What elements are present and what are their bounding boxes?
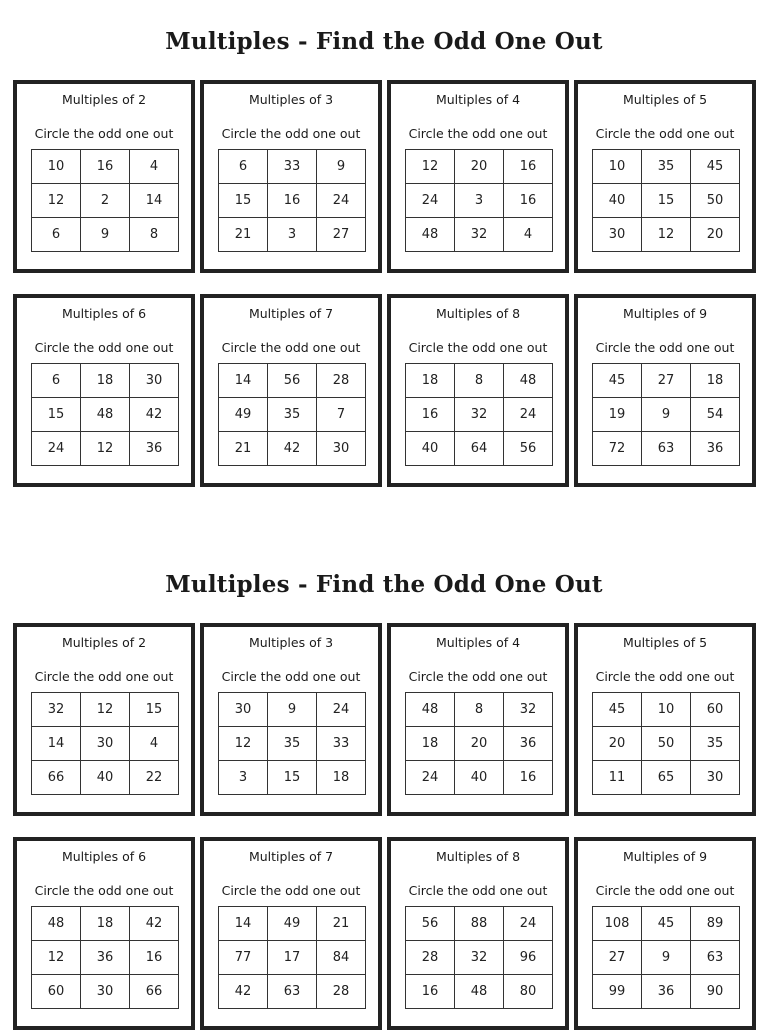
number-grid-row: [406, 184, 553, 218]
number-grid-row: [219, 693, 366, 727]
worksheet-title: Multiples - Find the Odd One Out: [165, 571, 603, 598]
number-cell[interactable]: 27: [593, 941, 642, 975]
card-instruction: Circle the odd one out: [221, 883, 361, 898]
number-cell[interactable]: 49: [268, 907, 317, 941]
number-cell[interactable]: 48: [81, 398, 130, 432]
number-cell[interactable]: 2: [81, 184, 130, 218]
number-cell[interactable]: 16: [504, 184, 553, 218]
number-cell[interactable]: 77: [219, 941, 268, 975]
number-cell[interactable]: 48: [406, 693, 455, 727]
number-cell[interactable]: 99: [593, 975, 642, 1009]
number-cell[interactable]: 15: [219, 184, 268, 218]
number-cell[interactable]: 35: [268, 398, 317, 432]
worksheet-title: Multiples - Find the Odd One Out: [165, 28, 603, 55]
number-cell[interactable]: 50: [691, 184, 740, 218]
card-title: Multiples of 3: [248, 92, 334, 107]
card-title: Multiples of 9: [622, 306, 708, 321]
number-cell[interactable]: 42: [219, 975, 268, 1009]
number-cell[interactable]: 12: [406, 150, 455, 184]
number-cell[interactable]: 63: [691, 941, 740, 975]
number-cell[interactable]: 3: [268, 218, 317, 252]
number-grid-row: [406, 398, 553, 432]
number-cell[interactable]: 16: [504, 761, 553, 795]
card-instruction: Circle the odd one out: [221, 669, 361, 684]
number-cell[interactable]: 35: [691, 727, 740, 761]
number-grid-row: [593, 941, 740, 975]
number-cell[interactable]: 9: [81, 218, 130, 252]
number-cell[interactable]: 45: [593, 364, 642, 398]
number-grid-row: [219, 975, 366, 1009]
number-cell[interactable]: 16: [268, 184, 317, 218]
number-cell[interactable]: 24: [504, 907, 553, 941]
number-cell[interactable]: 65: [642, 761, 691, 795]
number-cell[interactable]: 36: [642, 975, 691, 1009]
puzzle-card: [200, 837, 382, 1030]
number-cell[interactable]: 10: [642, 693, 691, 727]
number-cell[interactable]: 10: [32, 150, 81, 184]
card-title: Multiples of 2: [61, 635, 147, 650]
number-cell[interactable]: 18: [406, 727, 455, 761]
number-cell[interactable]: 66: [130, 975, 179, 1009]
number-cell[interactable]: 32: [504, 693, 553, 727]
number-grid-row: [406, 761, 553, 795]
number-cell[interactable]: 27: [317, 218, 366, 252]
card-instruction: Circle the odd one out: [595, 883, 735, 898]
card-title: Multiples of 3: [248, 635, 334, 650]
card-title: Multiples of 5: [622, 635, 708, 650]
number-cell[interactable]: 33: [268, 150, 317, 184]
number-grid-row: [593, 761, 740, 795]
card-title: Multiples of 6: [61, 306, 147, 321]
number-cell[interactable]: 3: [219, 761, 268, 795]
number-cell[interactable]: 72: [593, 432, 642, 466]
number-cell[interactable]: 36: [504, 727, 553, 761]
number-cell[interactable]: 21: [219, 432, 268, 466]
card-title: Multiples of 7: [248, 306, 334, 321]
card-title: Multiples of 2: [61, 92, 147, 107]
number-grid: [218, 149, 366, 252]
puzzle-card: [200, 80, 382, 273]
puzzle-card: [200, 623, 382, 816]
number-grid: [592, 363, 740, 466]
number-cell[interactable]: 12: [81, 432, 130, 466]
card-instruction: Circle the odd one out: [408, 340, 548, 355]
number-cell[interactable]: 32: [455, 941, 504, 975]
puzzle-card: [574, 623, 756, 816]
number-cell[interactable]: 16: [504, 150, 553, 184]
number-cell[interactable]: 16: [130, 941, 179, 975]
number-cell[interactable]: 32: [32, 693, 81, 727]
number-grid-row: [593, 975, 740, 1009]
number-cell[interactable]: 22: [130, 761, 179, 795]
number-cell[interactable]: 24: [504, 398, 553, 432]
number-grid: [31, 906, 179, 1009]
number-grid: [218, 692, 366, 795]
number-cell[interactable]: 32: [455, 218, 504, 252]
number-grid: [592, 149, 740, 252]
number-cell[interactable]: 18: [81, 364, 130, 398]
puzzle-card: [13, 623, 195, 816]
number-grid: [31, 363, 179, 466]
puzzle-card: [13, 294, 195, 487]
number-cell[interactable]: 33: [317, 727, 366, 761]
puzzle-card: [200, 294, 382, 487]
number-cell[interactable]: 16: [81, 150, 130, 184]
puzzle-card: [387, 80, 569, 273]
card-title: Multiples of 5: [622, 92, 708, 107]
number-cell[interactable]: 30: [317, 432, 366, 466]
card-instruction: Circle the odd one out: [34, 669, 174, 684]
number-grid-row: [593, 727, 740, 761]
number-grid-row: [219, 432, 366, 466]
number-cell[interactable]: 4: [504, 218, 553, 252]
number-cell[interactable]: 3: [455, 184, 504, 218]
number-grid-row: [32, 432, 179, 466]
number-grid-row: [219, 364, 366, 398]
number-grid-row: [219, 218, 366, 252]
card-title: Multiples of 6: [61, 849, 147, 864]
number-cell[interactable]: 40: [81, 761, 130, 795]
card-instruction: Circle the odd one out: [221, 340, 361, 355]
number-grid-row: [32, 364, 179, 398]
number-cell[interactable]: 45: [642, 907, 691, 941]
number-cell[interactable]: 56: [406, 907, 455, 941]
number-cell[interactable]: 7: [317, 398, 366, 432]
number-cell[interactable]: 54: [691, 398, 740, 432]
puzzle-card: [387, 623, 569, 816]
number-cell[interactable]: 48: [406, 218, 455, 252]
number-cell[interactable]: 35: [268, 727, 317, 761]
number-cell[interactable]: 24: [317, 184, 366, 218]
number-cell[interactable]: 48: [504, 364, 553, 398]
number-grid-row: [32, 907, 179, 941]
number-cell[interactable]: 90: [691, 975, 740, 1009]
number-cell[interactable]: 8: [455, 364, 504, 398]
number-cell[interactable]: 24: [32, 432, 81, 466]
number-cell[interactable]: 30: [593, 218, 642, 252]
number-cell[interactable]: 20: [455, 150, 504, 184]
number-grid: [405, 149, 553, 252]
puzzle-card: [387, 294, 569, 487]
number-grid-row: [593, 907, 740, 941]
number-cell[interactable]: 36: [81, 941, 130, 975]
number-grid-row: [219, 761, 366, 795]
number-grid-row: [406, 907, 553, 941]
number-cell[interactable]: 63: [268, 975, 317, 1009]
number-grid-row: [219, 184, 366, 218]
number-cell[interactable]: 36: [691, 432, 740, 466]
number-cell[interactable]: 9: [268, 693, 317, 727]
number-cell[interactable]: 42: [268, 432, 317, 466]
puzzle-card: [13, 837, 195, 1030]
number-grid-row: [406, 975, 553, 1009]
number-grid-row: [593, 184, 740, 218]
number-cell[interactable]: 27: [642, 364, 691, 398]
number-cell[interactable]: 63: [642, 432, 691, 466]
number-cell[interactable]: 16: [406, 975, 455, 1009]
number-grid: [405, 363, 553, 466]
number-grid-row: [593, 364, 740, 398]
number-cell[interactable]: 40: [593, 184, 642, 218]
card-instruction: Circle the odd one out: [408, 669, 548, 684]
number-cell[interactable]: 32: [455, 398, 504, 432]
card-instruction: Circle the odd one out: [221, 126, 361, 141]
number-grid: [592, 906, 740, 1009]
number-cell[interactable]: 42: [130, 398, 179, 432]
number-cell[interactable]: 42: [130, 907, 179, 941]
number-grid-row: [32, 761, 179, 795]
number-cell[interactable]: 14: [219, 364, 268, 398]
number-cell[interactable]: 50: [642, 727, 691, 761]
number-cell[interactable]: 40: [406, 432, 455, 466]
number-grid-row: [32, 727, 179, 761]
number-cell[interactable]: 15: [32, 398, 81, 432]
card-instruction: Circle the odd one out: [408, 126, 548, 141]
number-cell[interactable]: 18: [691, 364, 740, 398]
number-grid-row: [406, 727, 553, 761]
number-cell[interactable]: 12: [32, 184, 81, 218]
number-cell[interactable]: 56: [268, 364, 317, 398]
card-instruction: Circle the odd one out: [34, 340, 174, 355]
number-cell[interactable]: 20: [593, 727, 642, 761]
number-cell[interactable]: 56: [504, 432, 553, 466]
number-cell[interactable]: 6: [219, 150, 268, 184]
number-cell[interactable]: 84: [317, 941, 366, 975]
number-cell[interactable]: 16: [406, 398, 455, 432]
number-cell[interactable]: 48: [32, 907, 81, 941]
puzzle-card: [574, 80, 756, 273]
number-cell[interactable]: 28: [406, 941, 455, 975]
number-cell[interactable]: 20: [455, 727, 504, 761]
number-cell[interactable]: 60: [32, 975, 81, 1009]
number-cell[interactable]: 66: [32, 761, 81, 795]
card-title: Multiples of 7: [248, 849, 334, 864]
number-cell[interactable]: 9: [317, 150, 366, 184]
number-cell[interactable]: 89: [691, 907, 740, 941]
number-cell[interactable]: 40: [455, 761, 504, 795]
card-title: Multiples of 4: [435, 92, 521, 107]
number-cell[interactable]: 20: [691, 218, 740, 252]
number-grid-row: [219, 727, 366, 761]
number-cell[interactable]: 15: [130, 693, 179, 727]
card-grid: [13, 623, 756, 1030]
number-cell[interactable]: 88: [455, 907, 504, 941]
card-instruction: Circle the odd one out: [34, 883, 174, 898]
number-cell[interactable]: 30: [691, 761, 740, 795]
number-cell[interactable]: 18: [317, 761, 366, 795]
number-grid: [405, 692, 553, 795]
number-grid-row: [32, 941, 179, 975]
number-cell[interactable]: 6: [32, 218, 81, 252]
number-cell[interactable]: 21: [317, 907, 366, 941]
number-cell[interactable]: 64: [455, 432, 504, 466]
number-cell[interactable]: 4: [130, 150, 179, 184]
number-cell[interactable]: 48: [455, 975, 504, 1009]
number-cell[interactable]: 80: [504, 975, 553, 1009]
puzzle-card: [574, 294, 756, 487]
card-instruction: Circle the odd one out: [595, 126, 735, 141]
number-cell[interactable]: 35: [642, 150, 691, 184]
number-cell[interactable]: 17: [268, 941, 317, 975]
number-grid-row: [32, 398, 179, 432]
number-cell[interactable]: 11: [593, 761, 642, 795]
card-instruction: Circle the odd one out: [34, 126, 174, 141]
number-cell[interactable]: 18: [81, 907, 130, 941]
number-grid-row: [406, 693, 553, 727]
number-grid: [218, 906, 366, 1009]
number-grid-row: [32, 150, 179, 184]
number-cell[interactable]: 6: [32, 364, 81, 398]
number-cell[interactable]: 30: [81, 975, 130, 1009]
number-cell[interactable]: 12: [81, 693, 130, 727]
number-cell[interactable]: 4: [130, 727, 179, 761]
number-cell[interactable]: 30: [81, 727, 130, 761]
number-cell[interactable]: 12: [642, 218, 691, 252]
number-cell[interactable]: 30: [130, 364, 179, 398]
card-title: Multiples of 9: [622, 849, 708, 864]
card-instruction: Circle the odd one out: [595, 340, 735, 355]
number-cell[interactable]: 21: [219, 218, 268, 252]
number-grid: [31, 149, 179, 252]
puzzle-card: [387, 837, 569, 1030]
card-title: Multiples of 4: [435, 635, 521, 650]
number-grid-row: [32, 184, 179, 218]
number-cell[interactable]: 18: [406, 364, 455, 398]
card-instruction: Circle the odd one out: [408, 883, 548, 898]
number-grid: [218, 363, 366, 466]
number-cell[interactable]: 12: [32, 941, 81, 975]
number-grid-row: [406, 218, 553, 252]
number-cell[interactable]: 36: [130, 432, 179, 466]
number-cell[interactable]: 24: [317, 693, 366, 727]
number-cell[interactable]: 15: [268, 761, 317, 795]
card-grid: [13, 80, 756, 487]
number-cell[interactable]: 24: [406, 761, 455, 795]
number-cell[interactable]: 9: [642, 941, 691, 975]
number-cell[interactable]: 60: [691, 693, 740, 727]
number-grid: [592, 692, 740, 795]
number-cell[interactable]: 12: [219, 727, 268, 761]
number-cell[interactable]: 24: [406, 184, 455, 218]
number-cell[interactable]: 28: [317, 975, 366, 1009]
number-grid-row: [406, 432, 553, 466]
number-cell[interactable]: 8: [455, 693, 504, 727]
puzzle-card: [13, 80, 195, 273]
number-grid-row: [32, 693, 179, 727]
number-grid-row: [219, 941, 366, 975]
card-title: Multiples of 8: [435, 306, 521, 321]
number-grid-row: [593, 150, 740, 184]
number-cell[interactable]: 19: [593, 398, 642, 432]
number-grid-row: [593, 693, 740, 727]
number-grid-row: [219, 150, 366, 184]
number-cell[interactable]: 14: [32, 727, 81, 761]
number-grid-row: [219, 398, 366, 432]
number-cell[interactable]: 45: [691, 150, 740, 184]
number-grid-row: [593, 218, 740, 252]
number-cell[interactable]: 14: [130, 184, 179, 218]
card-instruction: Circle the odd one out: [595, 669, 735, 684]
number-cell[interactable]: 10: [593, 150, 642, 184]
number-grid-row: [32, 975, 179, 1009]
number-grid-row: [593, 432, 740, 466]
number-cell[interactable]: 108: [593, 907, 642, 941]
number-grid-row: [406, 150, 553, 184]
number-cell[interactable]: 96: [504, 941, 553, 975]
number-grid-row: [32, 218, 179, 252]
number-cell[interactable]: 45: [593, 693, 642, 727]
number-cell[interactable]: 30: [219, 693, 268, 727]
puzzle-card: [574, 837, 756, 1030]
number-cell[interactable]: 9: [642, 398, 691, 432]
number-cell[interactable]: 8: [130, 218, 179, 252]
number-grid-row: [406, 941, 553, 975]
number-grid-row: [406, 364, 553, 398]
number-grid: [31, 692, 179, 795]
number-cell[interactable]: 49: [219, 398, 268, 432]
card-title: Multiples of 8: [435, 849, 521, 864]
number-cell[interactable]: 15: [642, 184, 691, 218]
number-grid: [405, 906, 553, 1009]
number-cell[interactable]: 14: [219, 907, 268, 941]
number-grid-row: [219, 907, 366, 941]
number-cell[interactable]: 28: [317, 364, 366, 398]
number-grid-row: [593, 398, 740, 432]
